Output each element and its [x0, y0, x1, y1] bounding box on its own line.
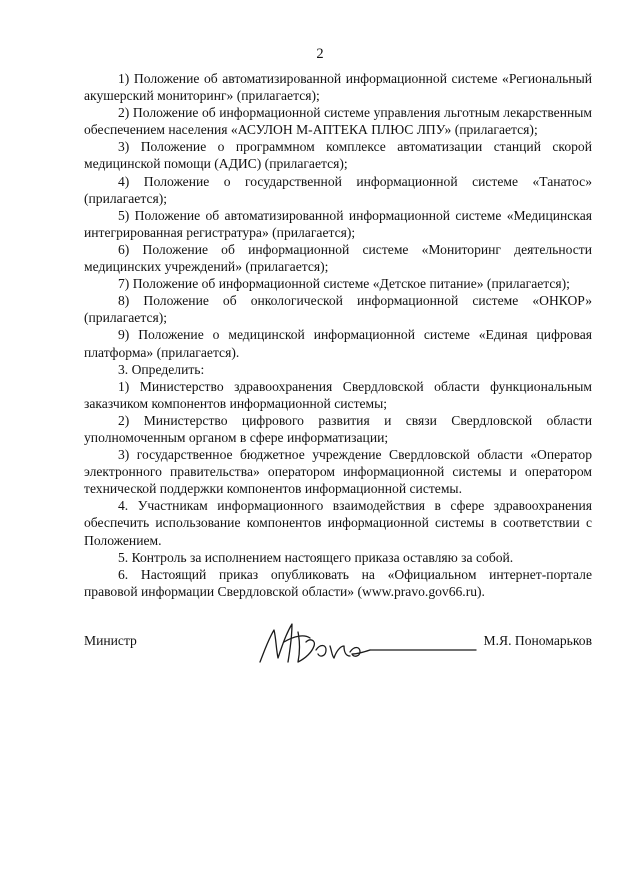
- paragraph-item-8: 8) Положение об онкологической информационной системе «ОНКОР» (прилагается);: [84, 293, 592, 326]
- signer-name: М.Я. Пономарьков: [483, 633, 592, 648]
- paragraph-item-2: 2) Положение об информационной системе управления льготным лекарственным обеспечением населения «АСУЛОН М-АПТЕКА ПЛЮС ЛПУ» (прилагается);: [84, 105, 592, 138]
- define-item-3: 3) государственное бюджетное учреждение Свердловской области «Оператор электронного правительства» оператором информационной системы и оператором технической поддержки компонентов информационной системы.: [84, 447, 592, 497]
- paragraph-item-5: 5) Положение об автоматизированной информационной системе «Медицинская интегрированная регистратура» (прилагается);: [84, 207, 592, 240]
- paragraph-item-1: 1) Положение об автоматизированной информационной системе «Региональный акушерский мониторинг» (прилагается);: [84, 71, 592, 104]
- handwritten-signature: [254, 612, 479, 672]
- paragraph-item-9: 9) Положение о медицинской информационной системе «Единая цифровая платформа» (прилагается).: [84, 327, 592, 360]
- page-number: 2: [316, 46, 324, 62]
- section-3-heading: 3. Определить:: [118, 361, 205, 377]
- section-5-paragraph: 5. Контроль за исполнением настоящего приказа оставляю за собой.: [118, 549, 514, 565]
- signer-role: Министр: [84, 633, 137, 648]
- signature-block: [84, 612, 592, 672]
- paragraph-item-3: 3) Положение о программном комплексе автоматизации станций скорой медицинской помощи (АДИС) (прилагается);: [84, 139, 592, 172]
- section-4-paragraph: 4. Участникам информационного взаимодействия в сфере здравоохранения обеспечить использование компонентов информационной системы в соответствии с Положением.: [84, 498, 592, 548]
- paragraph-item-7: 7) Положение об информационной системе «Детское питание» (прилагается);: [118, 276, 570, 292]
- paragraph-item-6: 6) Положение об информационной системе «Мониторинг деятельности медицинских учреждений» (прилагается);: [84, 241, 592, 275]
- document-body: [84, 70, 592, 600]
- define-item-1: 1) Министерство здравоохранения Свердловской области функциональным заказчиком компонентов информационной системы;: [84, 378, 592, 411]
- section-6-paragraph: 6. Настоящий приказ опубликовать на «Официальном интернет-портале правовой информации Свердловской области» (www.pravo.gov66.ru).: [84, 566, 592, 599]
- define-item-2: 2) Министерство цифрового развития и связи Свердловской области уполномоченным органом в сфере информатизации;: [84, 412, 592, 445]
- paragraph-item-4: 4) Положение о государственной информационной системе «Танатос» (прилагается);: [84, 173, 592, 206]
